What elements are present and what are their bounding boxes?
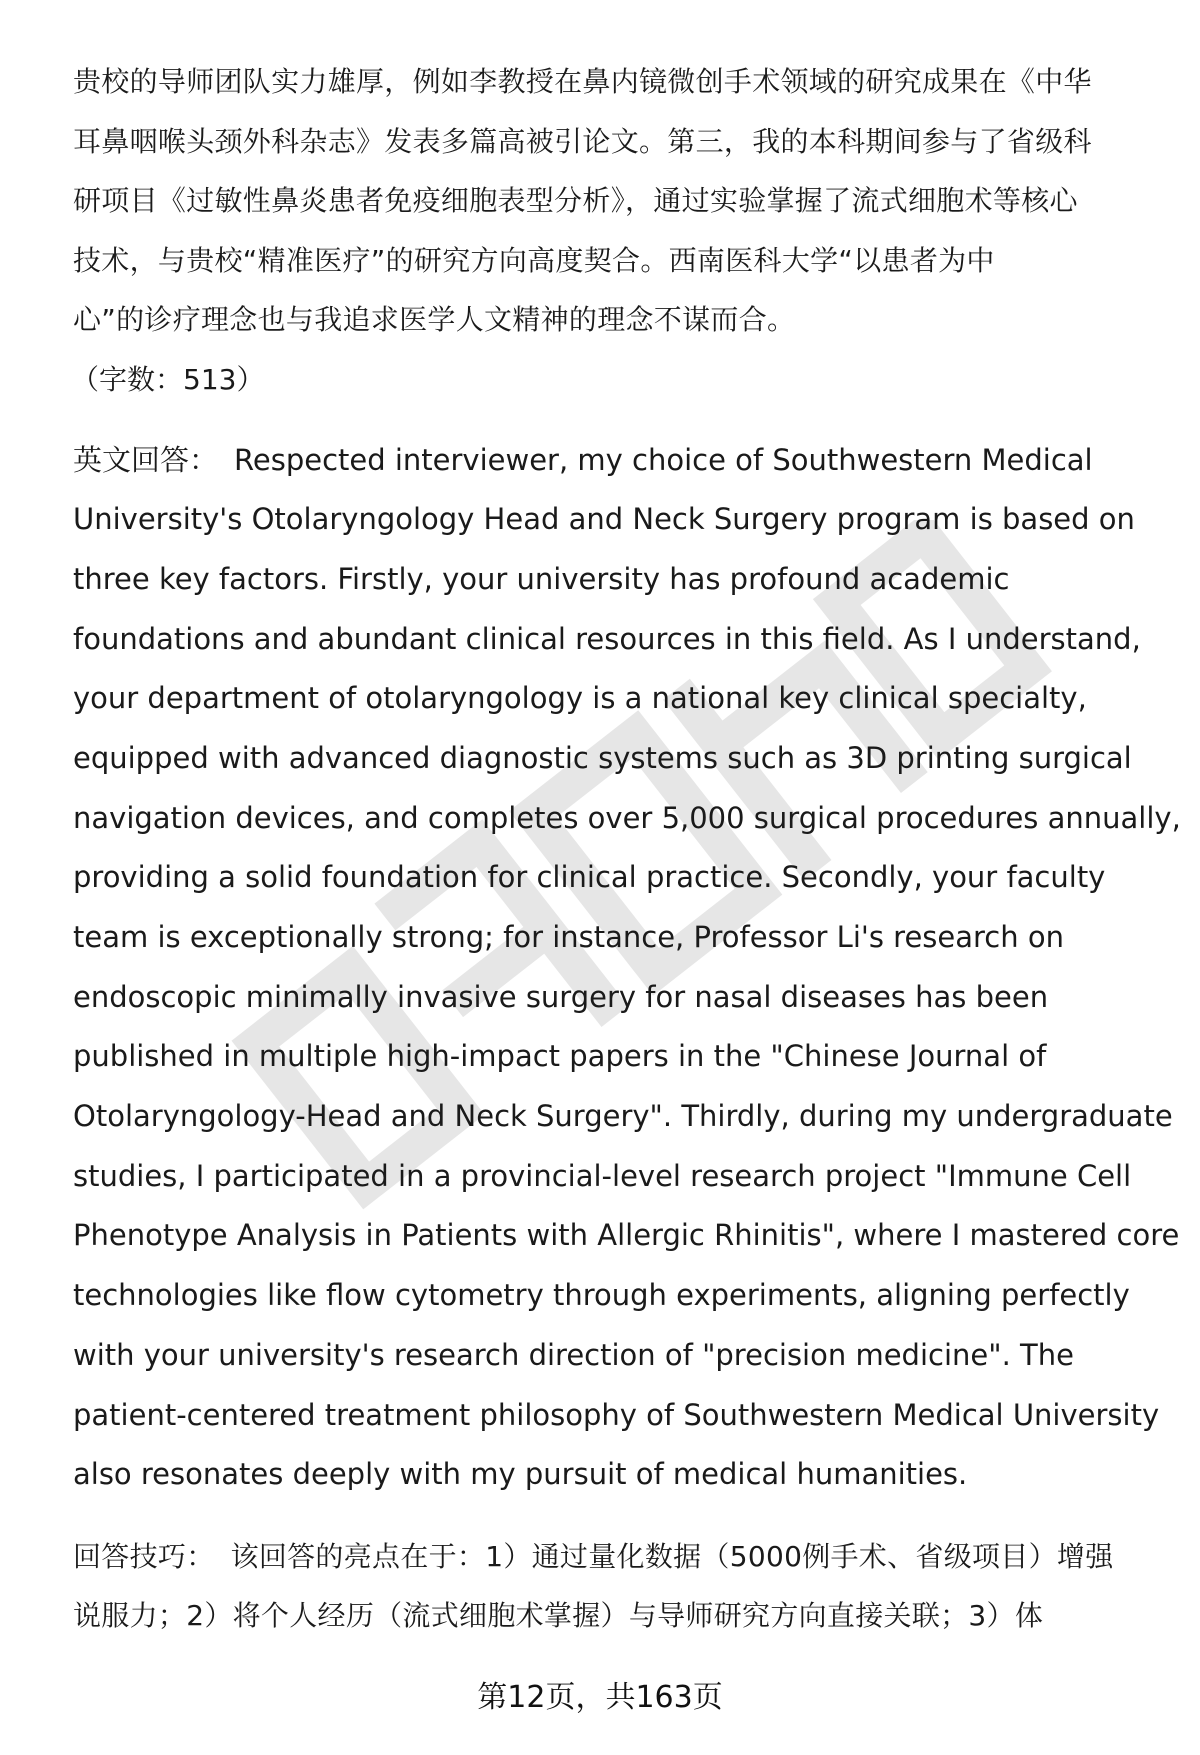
english-answer-line: navigation devices, and completes over 5,000 surgical procedures annually,: [73, 800, 1181, 835]
english-answer-line: University's Otolaryngology Head and Neck Surgery program is based on: [73, 502, 1135, 537]
answer-tips-label: 回答技巧：: [73, 1539, 215, 1573]
english-answer-label: 英文回答：: [73, 442, 219, 477]
english-answer-line: studies, I participated in a provincial-level research project "Immune Cell: [73, 1158, 1132, 1193]
answer-tips-section: [73, 1527, 1163, 1646]
chinese-paragraph-line: 研项目《过敏性鼻炎患者免疫细胞表型分析》，通过实验掌握了流式细胞术等核心: [73, 184, 1078, 217]
page-content: [71, 52, 1181, 1646]
english-answer-line: published in multiple high-impact papers in the "Chinese Journal of: [73, 1039, 1047, 1074]
word-count: （字数：513）: [71, 362, 265, 396]
english-answer-line: Phenotype Analysis in Patients with Allergic Rhinitis", where I mastered core: [73, 1218, 1180, 1253]
english-answer-line: Otolaryngology-Head and Neck Surgery". Thirdly, during my undergraduate: [73, 1099, 1173, 1134]
english-answer-text: Respected interviewer, my choice of Southwestern Medical: [234, 442, 1093, 477]
answer-tips-text: 该回答的亮点在于：1）通过量化数据（5000例手术、省级项目）增强: [230, 1539, 1114, 1573]
english-answer-line: foundations and abundant clinical resources in this field. As I understand,: [73, 621, 1141, 656]
english-answer-line: three key factors. Firstly, your university has profound academic: [73, 561, 1010, 596]
chinese-paragraph-line: 贵校的导师团队实力雄厚，例如李教授在鼻内镜微创手术领域的研究成果在《中华: [73, 65, 1092, 98]
chinese-paragraph-line: 耳鼻咽喉头颈外科杂志》发表多篇高被引论文。第三，我的本科期间参与了省级科: [73, 124, 1092, 158]
english-answer-line: [73, 431, 1163, 491]
english-answer-line: team is exceptionally strong; for instance, Professor Li's research on: [73, 920, 1064, 954]
page-indicator: 第12页，共163页: [477, 1680, 723, 1715]
english-answer-line: with your university's research direction of "precision medicine". The: [73, 1337, 1074, 1372]
english-answer-line: equipped with advanced diagnostic systems such as 3D printing surgical: [73, 740, 1132, 775]
section-gap: [73, 409, 1163, 431]
english-answer-line: patient-centered treatment philosophy of Southwestern Medical University: [73, 1397, 1160, 1432]
chinese-paragraph-line: 技术，与贵校“精准医疗”的研究方向高度契合。西南医科大学“以患者为中: [73, 243, 995, 277]
english-answer-line: endoscopic minimally invasive surgery for nasal diseases has been: [73, 979, 1049, 1014]
english-answer-section: [73, 431, 1181, 1505]
english-answer-line: also resonates deeply with my pursuit of medical humanities.: [73, 1457, 968, 1492]
section-gap: [73, 1505, 1163, 1527]
english-answer-line: providing a solid foundation for clinical practice. Secondly, your faculty: [73, 860, 1106, 895]
chinese-paragraph: [73, 52, 1163, 409]
chinese-paragraph-line: 心”的诊疗理念也与我追求医学人文精神的理念不谋而合。: [73, 303, 796, 336]
answer-tips-line: 说服力；2）将个人经历（流式细胞术掌握）与导师研究方向直接关联；3）体: [73, 1599, 1044, 1633]
answer-tips-line: [73, 1527, 1163, 1587]
english-answer-line: your department of otolaryngology is a national key clinical specialty,: [73, 681, 1087, 716]
english-answer-line: technologies like flow cytometry through experiments, aligning perfectly: [73, 1278, 1130, 1313]
